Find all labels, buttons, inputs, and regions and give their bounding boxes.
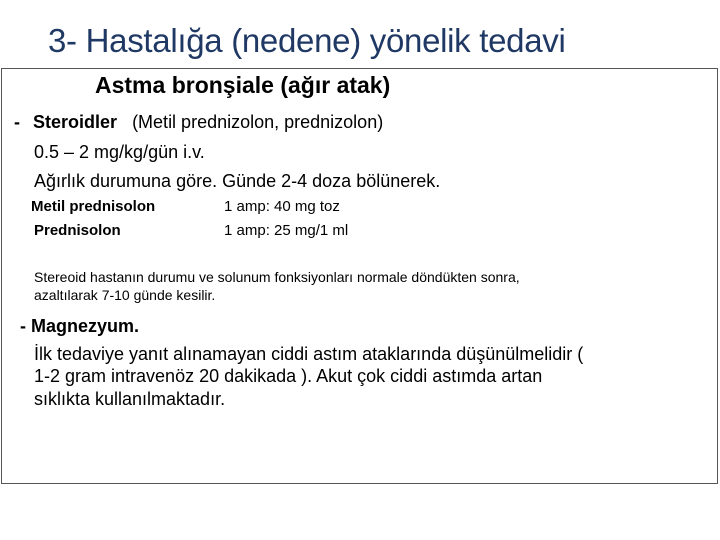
- product-name: Prednisolon: [34, 222, 121, 239]
- steroid-line: [14, 112, 383, 133]
- bullet-dash: -: [14, 112, 20, 132]
- section-subtitle: Astma bronşiale (ağır atak): [95, 72, 391, 98]
- magnesium-line: sıklıkta kullanılmaktadır.: [34, 389, 226, 409]
- product-form: 1 amp: 40 mg toz: [224, 198, 340, 215]
- steroid-regimen: Ağırlık durumuna göre. Günde 2-4 doza bölünerek.: [34, 171, 441, 191]
- steroid-heading: Steroidler: [33, 112, 118, 132]
- slide-title: 3- Hastalığa (nedene) yönelik tedavi: [48, 22, 566, 59]
- steroid-note-line: azaltılarak 7-10 günde kesilir.: [34, 287, 216, 303]
- magnesium-line: İlk tedaviye yanıt alınamayan ciddi astım ataklarında düşünülmelidir (: [34, 344, 584, 364]
- product-name: Metil prednisolon: [31, 198, 156, 215]
- product-form: 1 amp: 25 mg/1 ml: [224, 222, 349, 239]
- steroid-note-line: Stereoid hastanın durumu ve solunum fonksiyonları normale döndükten sonra,: [34, 269, 520, 285]
- steroid-dose: 0.5 – 2 mg/kg/gün i.v.: [34, 142, 205, 162]
- magnesium-line: 1-2 gram intravenöz 20 dakikada ). Akut çok ciddi astımda artan: [34, 366, 543, 386]
- magnesium-heading: - Magnezyum.: [20, 316, 140, 336]
- steroid-drugs: (Metil prednizolon, prednizolon): [132, 112, 384, 132]
